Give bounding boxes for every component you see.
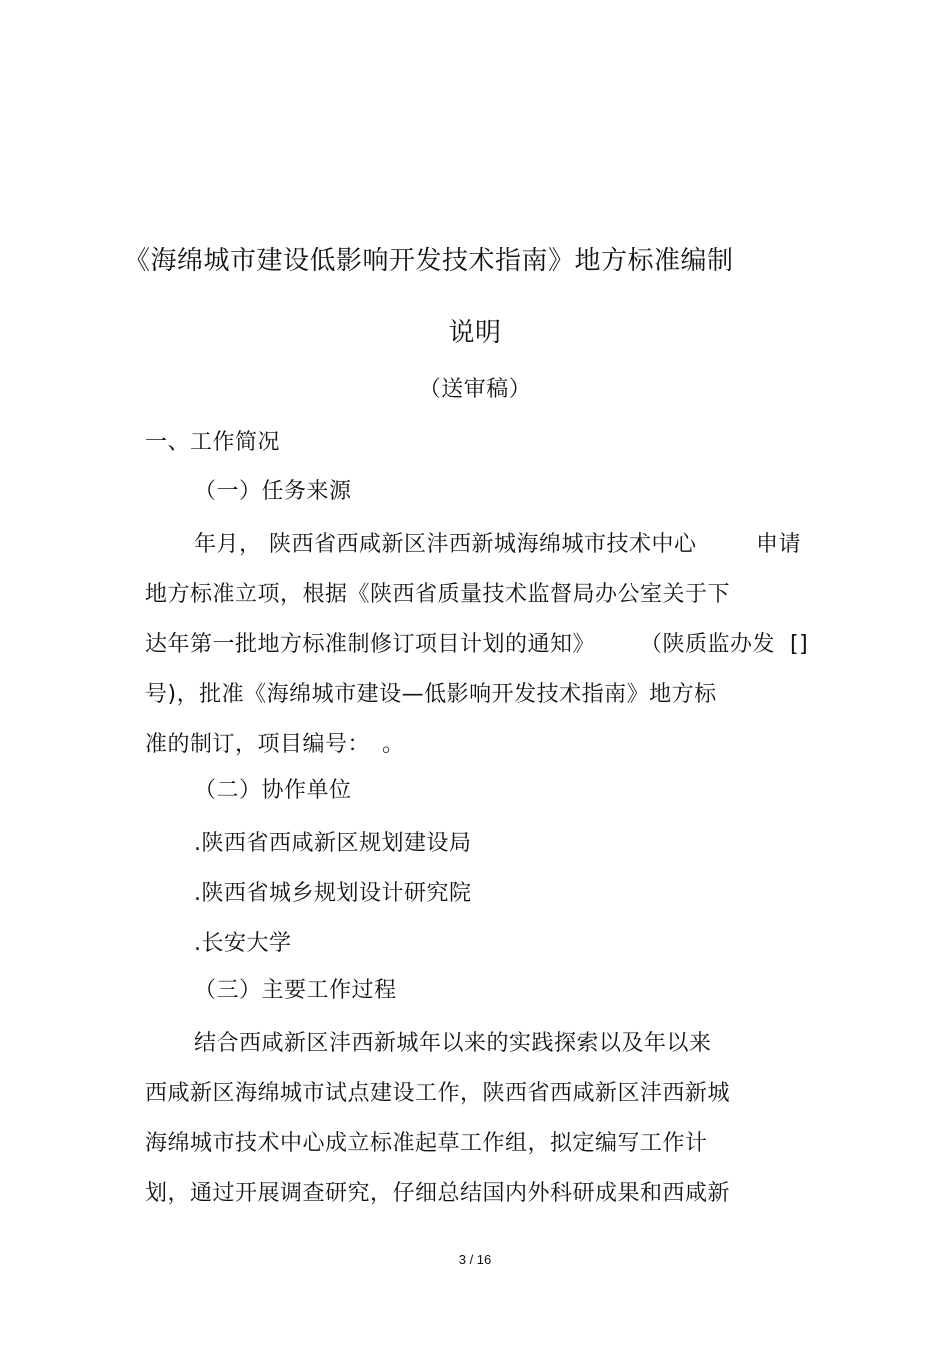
paragraph-line-tail: [] [790, 632, 809, 657]
paragraph-line: 海绵城市技术中心成立标准起草工作组，拟定编写工作计 [145, 1131, 708, 1156]
subsection-heading-main-process: （三）主要工作过程 [194, 978, 397, 1003]
section-heading-work-overview: 一、工作简况 [145, 430, 281, 455]
list-item: .陕西省城乡规划设计研究院 [194, 881, 472, 906]
list-item: .长安大学 [194, 931, 292, 956]
paragraph-line-tail: 。 [382, 732, 405, 757]
paragraph-line: 达年第一批地方标准制修订项目计划的通知》 [145, 632, 596, 657]
list-item: .陕西省西咸新区规划建设局 [194, 831, 472, 856]
paragraph-line: 划，通过开展调查研究，仔细总结国内外科研成果和西咸新 [145, 1181, 731, 1206]
paragraph-line: 号)，批准《海绵城市建设—低影响开发技术指南》地方标 [145, 682, 717, 707]
paragraph-line: 西咸新区海绵城市试点建设工作，陕西省西咸新区沣西新城 [145, 1081, 731, 1106]
paragraph-line-tail: 申请 [756, 532, 802, 557]
document-subtitle: （送审稿） [418, 377, 532, 402]
paragraph-line-mid: （陕质监办发 [640, 632, 776, 657]
page-number: 3 / 16 [458, 1252, 492, 1267]
document-title-line-1: 《海绵城市建设低影响开发技术指南》地方标准编制 [124, 246, 734, 276]
subsection-heading-partners: （二）协作单位 [194, 778, 352, 803]
paragraph-line: 年月， 陕西省西咸新区沣西新城海绵城市技术中心 [194, 532, 697, 557]
paragraph-line: 结合西咸新区沣西新城年以来的实践探索以及年以来 [194, 1031, 712, 1056]
document-title-line-2: 说明 [448, 318, 502, 348]
paragraph-line: 地方标准立项，根据《陕西省质量技术监督局办公室关于下 [145, 582, 731, 607]
paragraph-line: 准的制订，项目编号： [145, 732, 371, 757]
subsection-heading-task-source: （一）任务来源 [194, 479, 352, 504]
